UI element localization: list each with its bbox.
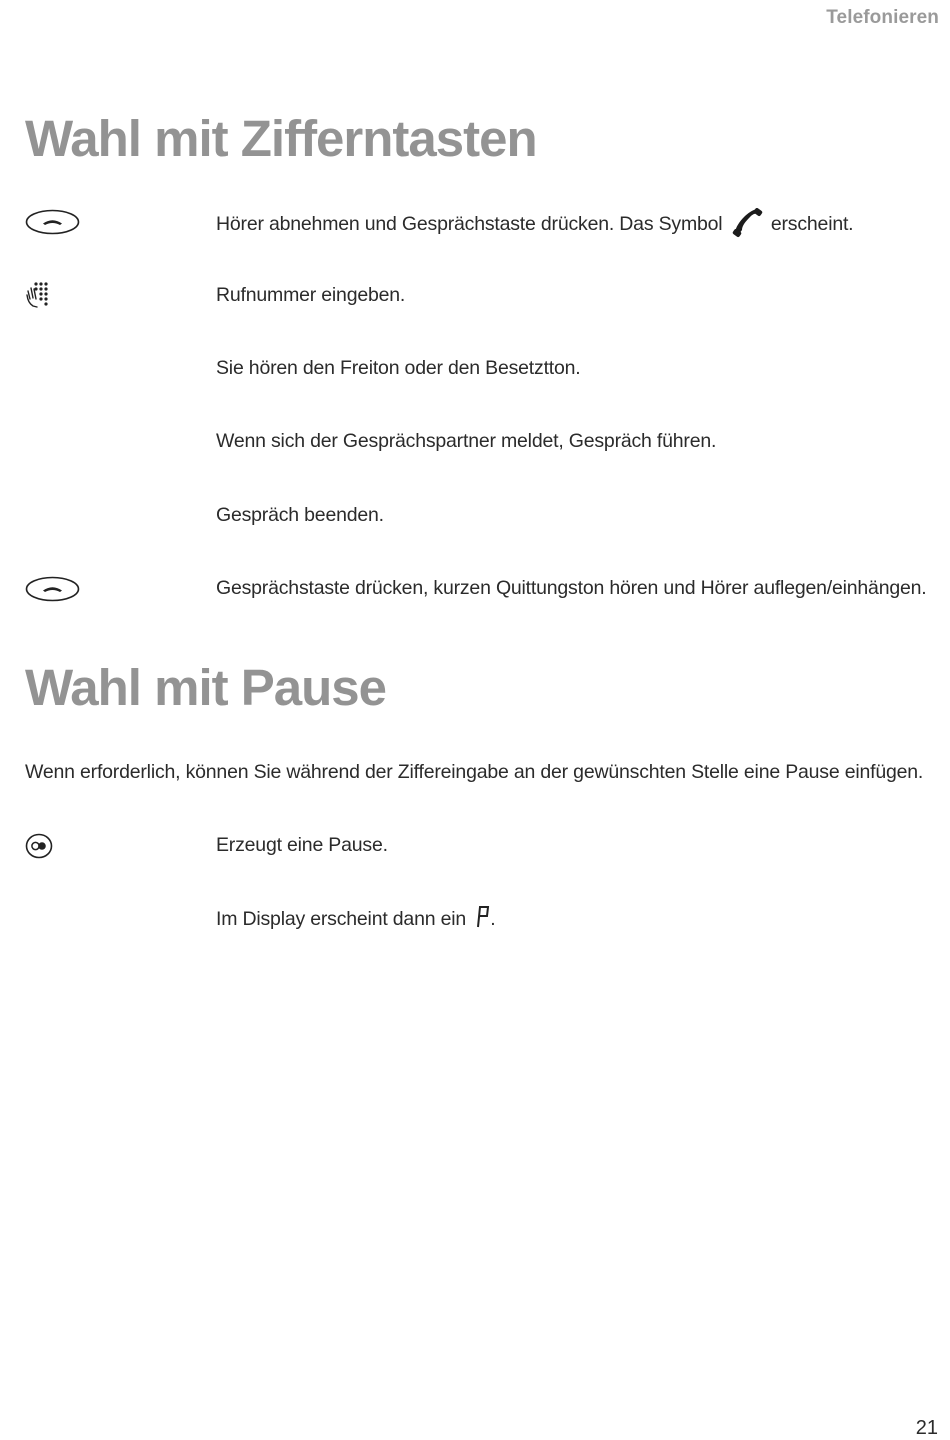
step-text-after: . xyxy=(490,908,496,931)
pause-key-icon xyxy=(25,833,53,859)
display-p-icon xyxy=(475,905,490,929)
step-hang-up: Gesprächstaste drücken, kurzen Quittungston hören und Hörer auflegen/einhängen. xyxy=(216,577,927,599)
step-conduct-call: Wenn sich der Gesprächspartner meldet, Gespräch führen. xyxy=(216,430,717,452)
step-create-pause: Erzeugt eine Pause. xyxy=(216,834,388,856)
step-lift-handset xyxy=(216,208,853,242)
page-number: 21 xyxy=(915,1417,938,1439)
running-header: Telefonieren xyxy=(826,7,939,28)
talk-key-icon xyxy=(25,576,80,602)
section-title-dialing: Wahl mit Zifferntasten xyxy=(25,110,537,167)
section-title-pause: Wahl mit Pause xyxy=(25,659,387,716)
handset-symbol-icon xyxy=(732,208,764,238)
step-text-before: Hörer abnehmen und Gesprächstaste drücken. Das Symbol xyxy=(216,213,723,236)
pause-intro-paragraph: Wenn erforderlich, können Sie während der Ziffereingabe an der gewünschten Stelle eine Pause einfügen. xyxy=(25,761,924,783)
step-end-call: Gespräch beenden. xyxy=(216,504,384,526)
step-text-after: erscheint. xyxy=(770,213,854,236)
step-hear-tone: Sie hören den Freiton oder den Besetztton. xyxy=(216,357,581,379)
talk-key-icon xyxy=(25,209,80,235)
step-enter-number: Rufnummer eingeben. xyxy=(216,284,406,306)
step-text-before: Im Display erscheint dann ein xyxy=(216,908,466,931)
step-display-p xyxy=(216,905,495,935)
keypad-input-icon xyxy=(25,281,49,309)
